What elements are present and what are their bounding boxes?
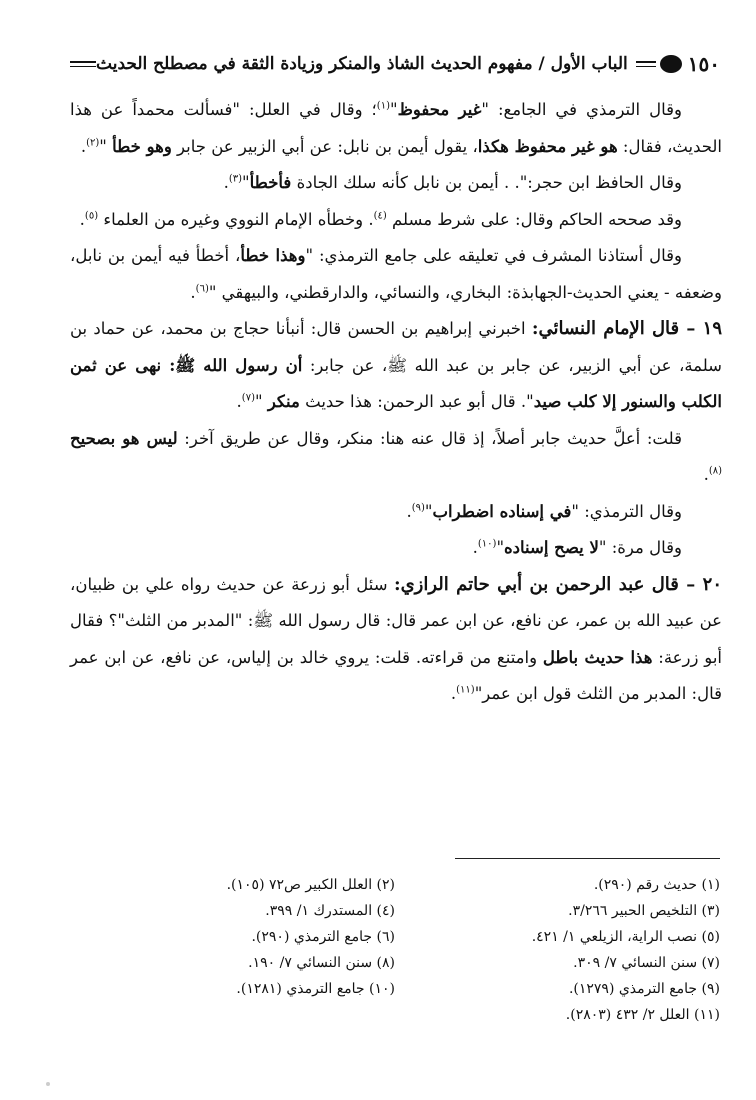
footnote-5: (٥) نصب الراية، الزيلعي ١/ ٤٢١.	[531, 929, 720, 945]
text-run: وامتنع من قراءته. قلت: يروي خالد بن إلياس، عن نافع، عن ابن عمر قال: المدبر من الثلث قول ابن عمر"	[70, 647, 722, 703]
text-run: قلت: أعلَّ حديث جابر أصلاً، إذ قال عنه هنا: منكر، وقال عن طريق آخر:	[177, 428, 682, 448]
footnote-ref: (٥)	[84, 210, 99, 221]
footnote-ref: (٩)	[411, 502, 425, 513]
footnote-ref: (٨)	[708, 465, 722, 477]
text-run: وقال أستاذنا المشرف في تعليقه على جامع الترمذي: "	[305, 246, 682, 265]
header-rule-right	[636, 61, 656, 67]
text-run: ، أخطأ فيه أيمن بن نابل، وضعفه - يعني الحديث-الجهابذة: البخاري، والنسائي، والدارقطني، والبيهقي "	[70, 246, 722, 302]
footnote-ref: (٢)	[86, 137, 100, 148]
footnote-8: (٨) سنن النسائي ٧/ ١٩٠.	[248, 955, 395, 971]
bold-run: فأخطأ	[249, 173, 292, 192]
running-header	[70, 42, 720, 86]
paragraph-9	[70, 567, 722, 713]
bold-run: هو غير محفوظ هكذا	[477, 136, 618, 156]
footnote-ref: (٦)	[195, 283, 209, 294]
footnote-ref: (١٠)	[477, 538, 497, 550]
text-run: وقال الترمذي: "	[571, 501, 682, 521]
paragraph-1	[70, 92, 722, 165]
text-run: .	[223, 173, 229, 192]
text-run: وقال الحافظ ابن حجر:". . أيمن بن نابل كأنه سلك الجادة	[291, 173, 682, 192]
text-run: .	[236, 392, 242, 411]
text-run: .	[80, 136, 87, 156]
footnote-ref: (٣)	[228, 173, 243, 185]
section-heading: ٢٠ – قال عبد الرحمن بن أبي حاتم الرازي:	[393, 573, 722, 595]
footnote-3: (٣) التلخيص الحبير ٣/٢٦٦.	[568, 903, 720, 919]
bold-run: أن رسول الله ﷺ: نهى عن ثمن الكلب والسنور إلا كلب صيد	[70, 355, 722, 411]
chapter-title: الباب الأول / مفهوم الحديث الشاذ والمنكر وزيادة الثقة في مصطلح الحديث	[96, 54, 628, 74]
text-run: .	[472, 538, 478, 557]
footnote-ref: (٤)	[373, 210, 387, 221]
text-run: "	[254, 392, 268, 411]
text-run: "	[99, 136, 113, 156]
text-run: .	[190, 282, 196, 302]
text-run: ؛ وقال في العلل: "فسألت محمداً عن هذا الحديث، فقال:	[70, 100, 722, 156]
text-run: اخبرني إبراهيم بن الحسن قال: أنبأنا حجاج بن محمد، عن حماد بن سلمة، عن أبي الزبير، عن جابر بن عبد الله ﷺ، عن جابر:	[70, 319, 722, 375]
bold-run: غير محفوظ	[397, 100, 482, 119]
bold-run: وهذا خطأ	[240, 246, 306, 265]
header-rule-left	[70, 61, 96, 67]
footnote-separator	[455, 858, 720, 859]
text-run: ، يقول أيمن بن نابل: عن أبي الزبير عن جابر	[171, 136, 478, 156]
footnote-ref: (٧)	[241, 392, 255, 404]
bold-run: منكر	[267, 392, 300, 411]
footnotes	[90, 872, 720, 1028]
header-ornament	[660, 55, 682, 73]
footnote-2: (٢) العلل الكبير ص٧٢ (١٠٥).	[226, 877, 395, 893]
text-run: "	[389, 100, 398, 119]
text-run: "	[424, 501, 433, 521]
text-run: . وخطأه الإمام النووي وغيره من العلماء	[98, 209, 374, 229]
text-run: .	[703, 465, 709, 484]
text-run: ". قال أبو عبد الرحمن: هذا حديث	[299, 392, 534, 411]
text-run: وقال الترمذي في الجامع: "	[481, 100, 682, 119]
paragraph-7	[70, 494, 722, 531]
text-run: .	[450, 684, 457, 703]
bold-run: لا يصح إسناده	[504, 538, 599, 557]
paragraph-4	[70, 238, 722, 311]
main-text	[70, 92, 722, 713]
text-run: .	[406, 501, 412, 521]
footnote-9: (٩) جامع الترمذي (١٢٧٩).	[568, 981, 720, 997]
footnote-1: (١) حديث رقم (٢٩٠).	[593, 877, 720, 893]
footnote-10: (١٠) جامع الترمذي (١٢٨١).	[236, 981, 395, 997]
paragraph-5	[70, 311, 722, 421]
text-run: "	[496, 538, 505, 557]
footnote-7: (٧) سنن النسائي ٧/ ٣٠٩.	[573, 955, 720, 971]
footnote-4: (٤) المستدرك ١/ ٣٩٩.	[265, 903, 395, 919]
paragraph-6	[70, 421, 722, 494]
bold-run: ليس هو بصحيح	[70, 428, 178, 448]
paragraph-2	[70, 165, 722, 202]
page-number: ١٥٠	[687, 52, 720, 76]
text-run: وقد صححه الحاكم وقال: على شرط مسلم	[386, 209, 682, 229]
bold-run: في إسناده اضطراب	[432, 501, 572, 521]
paragraph-8	[70, 530, 722, 567]
footnote-ref: (١١)	[456, 684, 475, 696]
paragraph-3	[70, 202, 722, 239]
footnote-ref: (١)	[376, 100, 390, 112]
bold-run: وهو خطأ	[112, 136, 172, 156]
section-heading: ١٩ – قال الإمام النسائي:	[531, 318, 722, 339]
text-run: وقال مرة: "	[598, 538, 682, 557]
text-run: سئل أبو زرعة عن حديث رواه علي بن ظبيان، عن عبيد الله بن عمر، عن نافع، عن ابن عمر قال: قال رسول الله ﷺ: "المدبر من الثلث"؟ فقال أبو زرعة:	[70, 574, 722, 667]
text-run: .	[79, 209, 85, 229]
bold-run: هذا حديث باطل	[542, 647, 653, 667]
footnote-6: (٦) جامع الترمذي (٢٩٠).	[251, 929, 395, 945]
text-run: "	[242, 173, 250, 192]
scan-mark	[46, 1082, 50, 1086]
footnote-11: (١١) العلل ٢/ ٤٣٢ (٢٨٠٣).	[565, 1007, 720, 1023]
